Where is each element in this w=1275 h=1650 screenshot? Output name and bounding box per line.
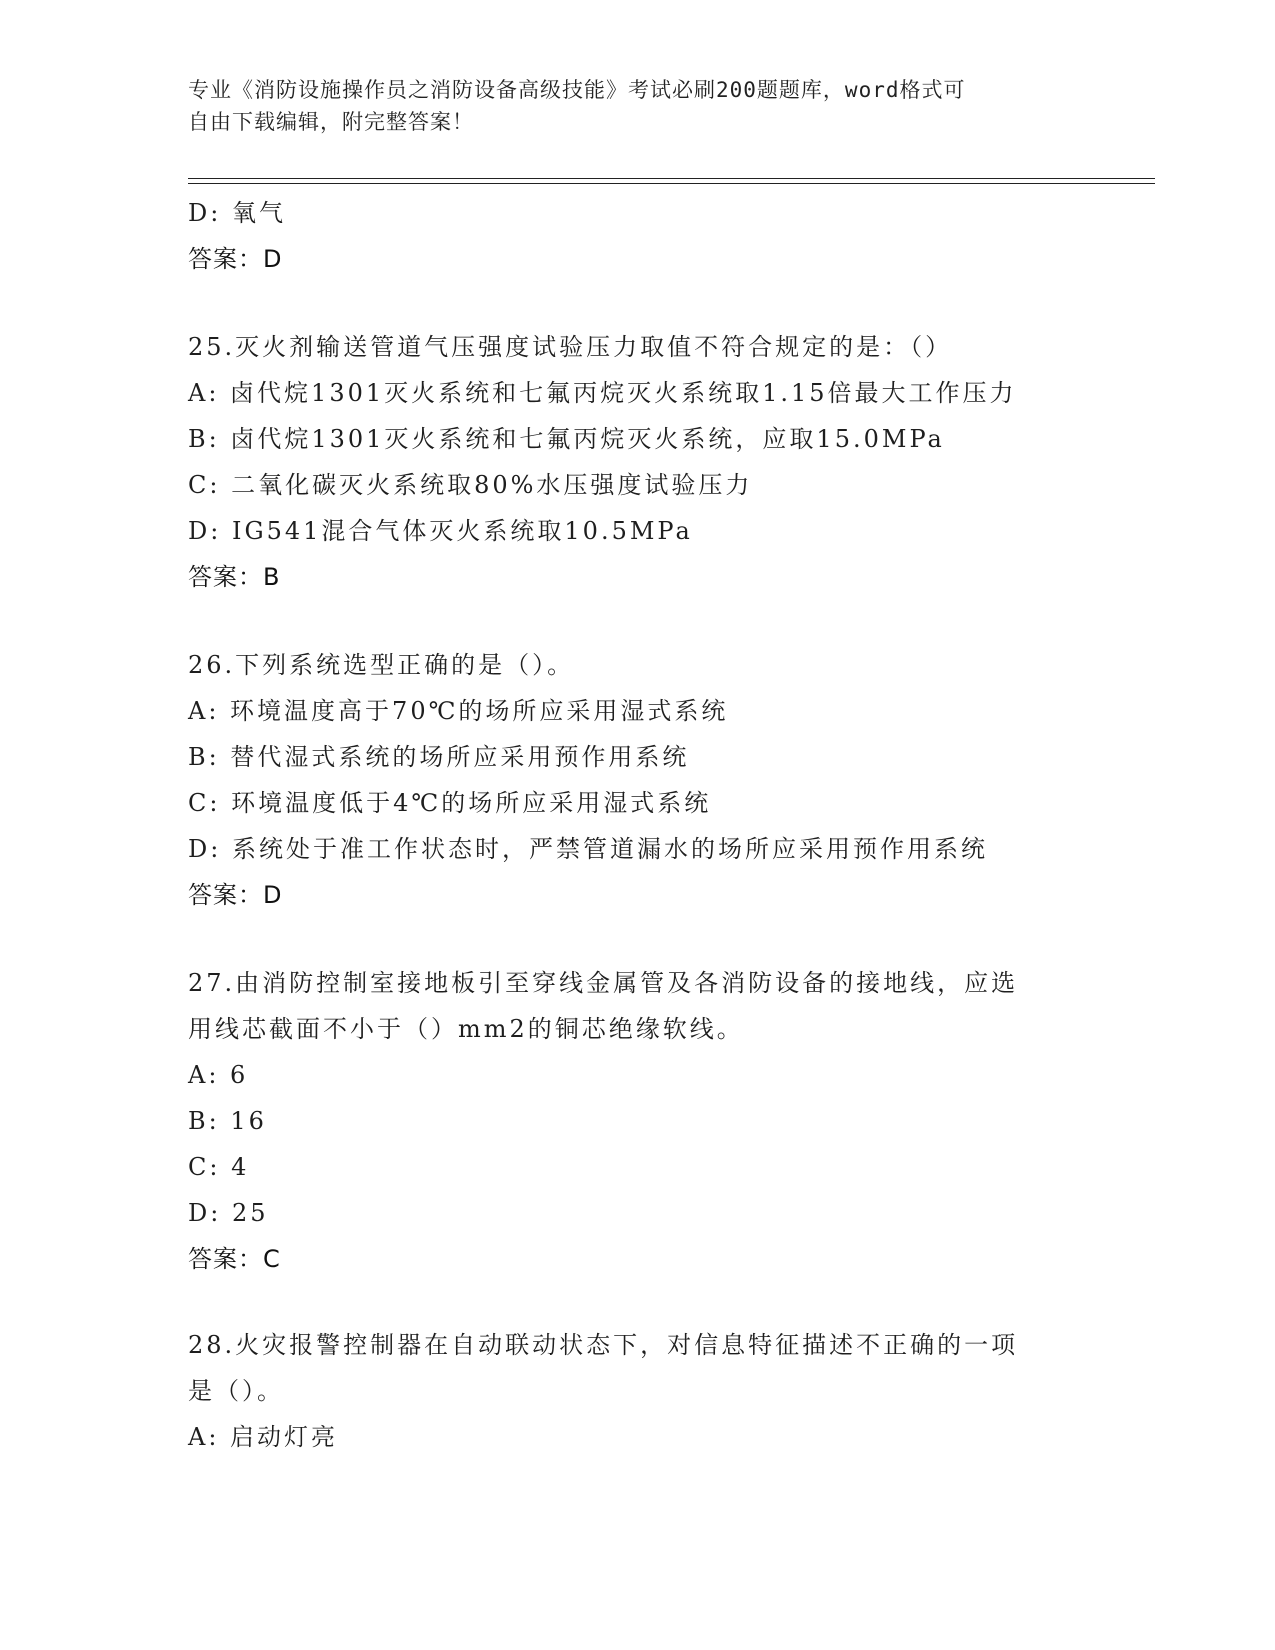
header-line-2: 自由下载编辑，附完整答案！ [188,110,474,134]
previous-question-tail [188,190,1088,282]
header-line-1: 专业《消防设施操作员之消防设备高级技能》考试必刷200题题库，word格式可 [188,78,966,102]
question-stem-line-1: 28.火灾报警控制器在自动联动状态下，对信息特征描述不正确的一项 [188,1331,1019,1359]
option-c: C: 二氧化碳灭火系统取80%水压强度试验压力 [188,471,753,499]
document-header [188,74,1068,138]
question-25 [188,324,1088,600]
option-c: C: 4 [188,1153,250,1181]
question-stem-line-2: 用线芯截面不小于（）mm2的铜芯绝缘软线。 [188,1015,744,1043]
spacer [188,918,1088,960]
answer-line: 答案：D [188,245,283,273]
question-27 [188,960,1088,1282]
option-d: D: 系统处于准工作状态时，严禁管道漏水的场所应采用预作用系统 [188,835,988,863]
answer-line: 答案：B [188,563,281,591]
option-b: B: 卤代烷1301灭火系统和七氟丙烷灭火系统，应取15.0MPa [188,425,945,453]
header-divider-bottom [188,183,1155,184]
option-b: B: 16 [188,1107,267,1135]
option-a: A: 启动灯亮 [188,1423,339,1451]
header-divider-top [188,178,1155,179]
option-d: D: IG541混合气体灭火系统取10.5MPa [188,517,693,545]
option-d: D: 氧气 [188,199,286,227]
option-b: B: 替代湿式系统的场所应采用预作用系统 [188,743,690,771]
option-d: D: 25 [188,1199,269,1227]
question-28 [188,1322,1088,1460]
question-stem-line-2: 是（）。 [188,1377,284,1405]
option-a: A: 环境温度高于70℃的场所应采用湿式系统 [188,697,729,725]
option-a: A: 卤代烷1301灭火系统和七氟丙烷灭火系统取1.15倍最大工作压力 [188,379,1017,407]
answer-line: 答案：C [188,1245,281,1273]
question-26 [188,642,1088,918]
question-stem: 26.下列系统选型正确的是（）。 [188,651,575,679]
spacer [188,282,1088,324]
option-c: C: 环境温度低于4℃的场所应采用湿式系统 [188,789,712,817]
option-a: A: 6 [188,1061,249,1089]
spacer [188,600,1088,642]
answer-line: 答案：D [188,881,283,909]
spacer [188,1282,1088,1322]
question-stem-line-1: 27.由消防控制室接地板引至穿线金属管及各消防设备的接地线，应选 [188,969,1019,997]
question-stem: 25.灭火剂输送管道气压强度试验压力取值不符合规定的是：（） [188,333,953,361]
question-list [188,190,1088,1460]
